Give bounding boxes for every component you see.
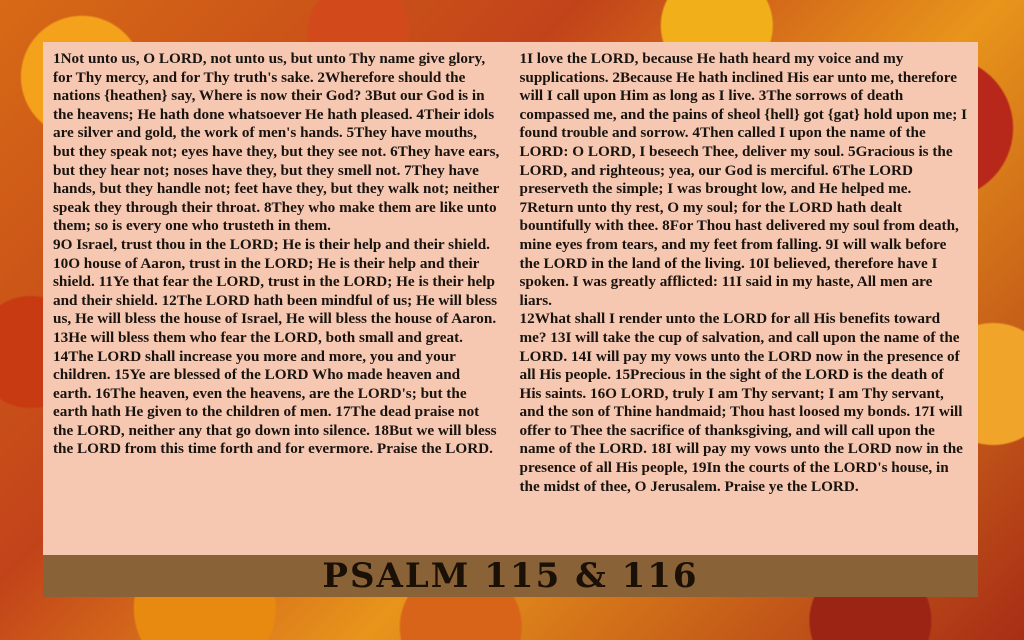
text-panel: [43, 42, 978, 555]
banner-title: PSALM 115 & 116: [322, 556, 699, 596]
title-banner: [43, 555, 978, 597]
psalm-116-text: 1I love the LORD, because He hath heard my voice and my supplications. 2Because He hath inclined His ear unto me, therefore will I call upon Him as long as I live. 3The sorrows of death compassed me, and the pains of sheol {hell} got {gat} hold upon me; I found trouble and sorrow. 4Then called I upon the name of the LORD: O LORD, I beseech Thee, deliver my soul. 5Gracious is the LORD, and righteous; yea, our God is merciful. 6The LORD preserveth the simple; I was brought low, and He helped me. 7Return unto thy rest, O my soul; for the LORD hath dealt bountifully with thee. 8For Thou hast delivered my soul from death, mine eyes from tears, and my feet from falling. 9I will walk before the LORD in the land of the living. 10I believed, therefore have I spoken. I was greatly afflicted: 11I said in my haste, All men are liars. 12What shall I render unto the LORD for all His benefits toward me? 13I will take the cup of salvation, and call upon the name of the LORD. 14I will pay my vows unto the LORD now in the presence of all His people. 15Precious in the sight of the LORD is the death of His saints. 16O LORD, truly I am Thy servant; I am Thy servant, and the son of Thine handmaid; Thou hast loosed my bonds. 17I will offer to Thee the sacrifice of thanksgiving, and will call upon the name of the LORD. 18I will pay my vows unto the LORD now in the presence of all His people, 19In the courts of the LORD's house, in the midst of thee, O Jerusalem. Praise ye the LORD.: [519, 50, 968, 495]
psalm-115-text: 1Not unto us, O LORD, not unto us, but unto Thy name give glory, for Thy mercy, and for Thy truth's sake. 2Wherefore should the nations {heathen} say, Where is now their God? 3But our God is in the heavens; He hath done whatsoever He hath pleased. 4Their idols are silver and gold, the work of men's hands. 5They have mouths, but they speak not; eyes have they, but they see not. 6They have ears, but they hear not; noses have they, but they smell not. 7They have hands, but they handle not; feet have they, but they walk not; neither speak they through their throat. 8They who make them are like unto them; so is every one who trusteth in them. 9O Israel, trust thou in the LORD; He is their help and their shield. 10O house of Aaron, trust in the LORD; He is their help and their shield. 11Ye that fear the LORD, trust in the LORD; He is their help and their shield. 12The LORD hath been mindful of us; He will bless us, He will bless the house of Israel, He will bless the house of Aaron. 13He will bless them who fear the LORD, both small and great. 14The LORD shall increase you more and more, you and your children. 15Ye are blessed of the LORD Who made heaven and earth. 16The heaven, even the heavens, are the LORD's; but the earth hath He given to the children of men. 17The dead praise not the LORD, neither any that go down into silence. 18But we will bless the LORD from this time forth and for evermore. Praise the LORD.: [53, 50, 500, 458]
